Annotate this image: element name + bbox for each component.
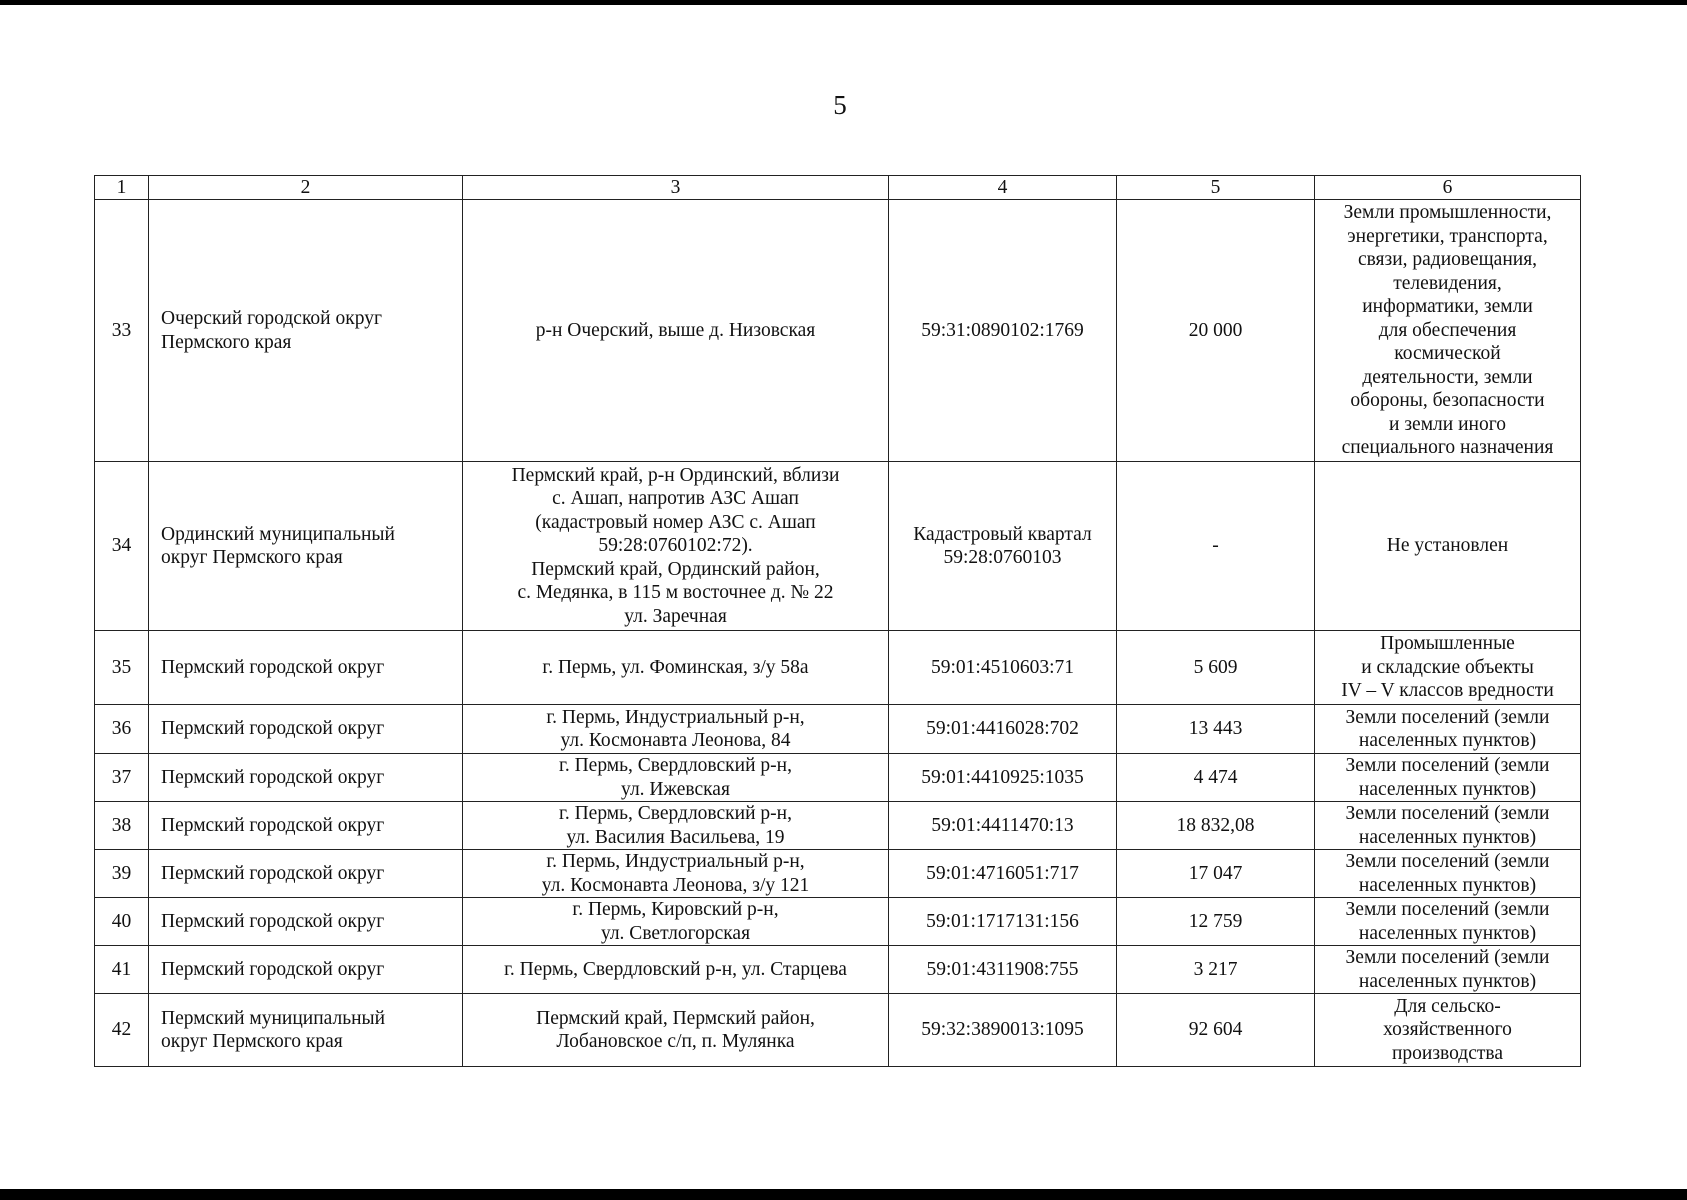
address-cell: г. Пермь, Свердловский р-н, ул. Старцева: [463, 946, 889, 994]
table-row: [95, 462, 1581, 631]
municipality-cell: Пермский муниципальный округ Пермского края: [149, 994, 463, 1067]
area-cell: 18 832,08: [1117, 802, 1315, 850]
area-cell: 20 000: [1117, 200, 1315, 462]
land-category-cell: Земли поселений (земли населенных пунктов): [1315, 705, 1581, 754]
address-cell: г. Пермь, ул. Фоминская, з/у 58а: [463, 631, 889, 705]
area-cell: 5 609: [1117, 631, 1315, 705]
area-cell: 92 604: [1117, 994, 1315, 1067]
land-category-cell: Земли поселений (земли населенных пунктов): [1315, 850, 1581, 898]
address-cell: г. Пермь, Индустриальный р-н, ул. Космонавта Леонова, з/у 121: [463, 850, 889, 898]
land-category-cell: Земли поселений (земли населенных пунктов): [1315, 946, 1581, 994]
cadastral-number-cell: Кадастровый квартал 59:28:0760103: [889, 462, 1117, 631]
area-cell: -: [1117, 462, 1315, 631]
scan-edge-bottom: [0, 1189, 1687, 1200]
column-number-2: 2: [149, 176, 463, 200]
table-row: [95, 946, 1581, 994]
land-category-cell: Земли поселений (земли населенных пунктов): [1315, 754, 1581, 802]
land-category-cell: Земли поселений (земли населенных пунктов): [1315, 898, 1581, 946]
cadastral-number-cell: 59:01:4510603:71: [889, 631, 1117, 705]
table-row: [95, 850, 1581, 898]
table-row: [95, 200, 1581, 462]
municipality-cell: Пермский городской округ: [149, 850, 463, 898]
municipality-cell: Пермский городской округ: [149, 631, 463, 705]
row-number: 34: [95, 462, 149, 631]
cadastral-number-cell: 59:01:4411470:13: [889, 802, 1117, 850]
cadastral-number-cell: 59:01:1717131:156: [889, 898, 1117, 946]
row-number: 37: [95, 754, 149, 802]
address-cell: Пермский край, р-н Ординский, вблизи с. Ашап, напротив АЗС Ашап (кадастровый номер АЗС с. Ашап 59:28:0760102:72). Пермский край, Ординский район, с. Медянка, в 115 м восточнее д. № 22 ул. Заречная: [463, 462, 889, 631]
address-cell: г. Пермь, Кировский р-н, ул. Светлогорская: [463, 898, 889, 946]
area-cell: 3 217: [1117, 946, 1315, 994]
cadastral-number-cell: 59:01:4416028:702: [889, 705, 1117, 754]
cadastral-number-cell: 59:31:0890102:1769: [889, 200, 1117, 462]
column-number-4: 4: [889, 176, 1117, 200]
address-cell: р-н Очерский, выше д. Низовская: [463, 200, 889, 462]
land-category-cell: Промышленные и складские объекты IV – V классов вредности: [1315, 631, 1581, 705]
address-cell: г. Пермь, Свердловский р-н, ул. Ижевская: [463, 754, 889, 802]
municipality-cell: Очерский городской округ Пермского края: [149, 200, 463, 462]
row-number: 39: [95, 850, 149, 898]
column-number-3: 3: [463, 176, 889, 200]
cadastral-number-cell: 59:01:4410925:1035: [889, 754, 1117, 802]
row-number: 38: [95, 802, 149, 850]
row-number: 42: [95, 994, 149, 1067]
land-category-cell: Не установлен: [1315, 462, 1581, 631]
page-number: 5: [833, 90, 847, 120]
row-number: 33: [95, 200, 149, 462]
table-row: [95, 631, 1581, 705]
table-row: [95, 994, 1581, 1067]
column-number-6: 6: [1315, 176, 1581, 200]
table-header-row: [95, 176, 1581, 200]
municipality-cell: Пермский городской округ: [149, 705, 463, 754]
column-number-5: 5: [1117, 176, 1315, 200]
area-cell: 13 443: [1117, 705, 1315, 754]
area-cell: 4 474: [1117, 754, 1315, 802]
municipality-cell: Пермский городской округ: [149, 754, 463, 802]
cadastral-number-cell: 59:32:3890013:1095: [889, 994, 1117, 1067]
address-cell: Пермский край, Пермский район, Лобановское с/п, п. Мулянка: [463, 994, 889, 1067]
column-number-1: 1: [95, 176, 149, 200]
table-row: [95, 802, 1581, 850]
row-number: 41: [95, 946, 149, 994]
land-plots-table: [94, 175, 1581, 1067]
scan-edge-top: [0, 0, 1687, 5]
cadastral-number-cell: 59:01:4716051:717: [889, 850, 1117, 898]
area-cell: 12 759: [1117, 898, 1315, 946]
municipality-cell: Пермский городской округ: [149, 946, 463, 994]
row-number: 36: [95, 705, 149, 754]
municipality-cell: Ординский муниципальный округ Пермского края: [149, 462, 463, 631]
row-number: 40: [95, 898, 149, 946]
address-cell: г. Пермь, Индустриальный р-н, ул. Космонавта Леонова, 84: [463, 705, 889, 754]
row-number: 35: [95, 631, 149, 705]
address-cell: г. Пермь, Свердловский р-н, ул. Василия Васильева, 19: [463, 802, 889, 850]
table-row: [95, 898, 1581, 946]
municipality-cell: Пермский городской округ: [149, 898, 463, 946]
land-category-cell: Земли промышленности, энергетики, транспорта, связи, радиовещания, телевидения, информатики, земли для обеспечения космической деятельности, земли обороны, безопасности и земли иного специального назначения: [1315, 200, 1581, 462]
cadastral-number-cell: 59:01:4311908:755: [889, 946, 1117, 994]
area-cell: 17 047: [1117, 850, 1315, 898]
land-category-cell: Земли поселений (земли населенных пунктов): [1315, 802, 1581, 850]
land-category-cell: Для сельско- хозяйственного производства: [1315, 994, 1581, 1067]
table-row: [95, 754, 1581, 802]
table-row: [95, 705, 1581, 754]
municipality-cell: Пермский городской округ: [149, 802, 463, 850]
